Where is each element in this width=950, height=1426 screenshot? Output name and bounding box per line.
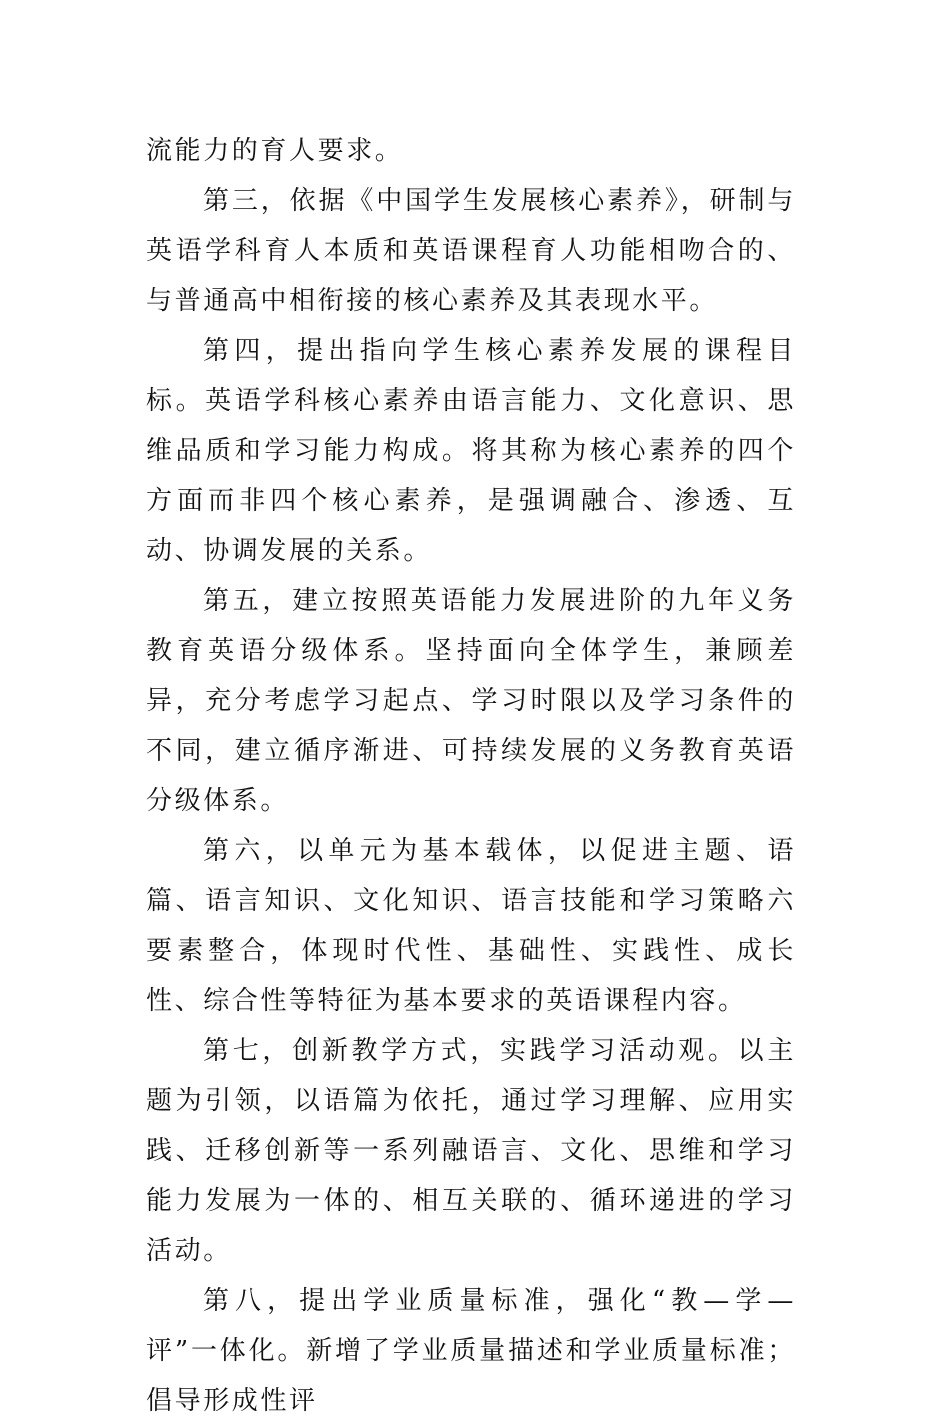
paragraph-continuation: 流能力的育人要求。 bbox=[146, 136, 404, 166]
paragraph-third: 第三，依据《中国学生发展核心素养》，研制与英语学科育人本质和英语课程育人功能相吻合的、与普通高中相衔接的核心素养及其表现水平。 bbox=[146, 186, 796, 316]
document-body bbox=[146, 126, 796, 1426]
paragraph-seventh: 第七，创新教学方式，实践学习活动观。以主题为引领，以语篇为依托，通过学习理解、应用实践、迁移创新等一系列融语言、文化、思维和学习能力发展为一体的、相互关联的、循环递进的学习活动。 bbox=[146, 1036, 796, 1266]
paragraph-fifth: 第五，建立按照英语能力发展进阶的九年义务教育英语分级体系。坚持面向全体学生，兼顾差异，充分考虑学习起点、学习时限以及学习条件的不同，建立循序渐进、可持续发展的义务教育英语分级体系。 bbox=[146, 586, 796, 816]
paragraph-fourth: 第四，提出指向学生核心素养发展的课程目标。英语学科核心素养由语言能力、文化意识、思维品质和学习能力构成。将其称为核心素养的四个方面而非四个核心素养，是强调融合、渗透、互动、协调发展的关系。 bbox=[146, 336, 796, 566]
paragraph-sixth: 第六，以单元为基本载体，以促进主题、语篇、语言知识、文化知识、语言技能和学习策略六要素整合，体现时代性、基础性、实践性、成长性、综合性等特征为基本要求的英语课程内容。 bbox=[146, 836, 796, 1016]
paragraph-eighth: 第八，提出学业质量标准，强化“教—学—评”一体化。新增了学业质量描述和学业质量标准；倡导形成性评 bbox=[146, 1286, 796, 1416]
